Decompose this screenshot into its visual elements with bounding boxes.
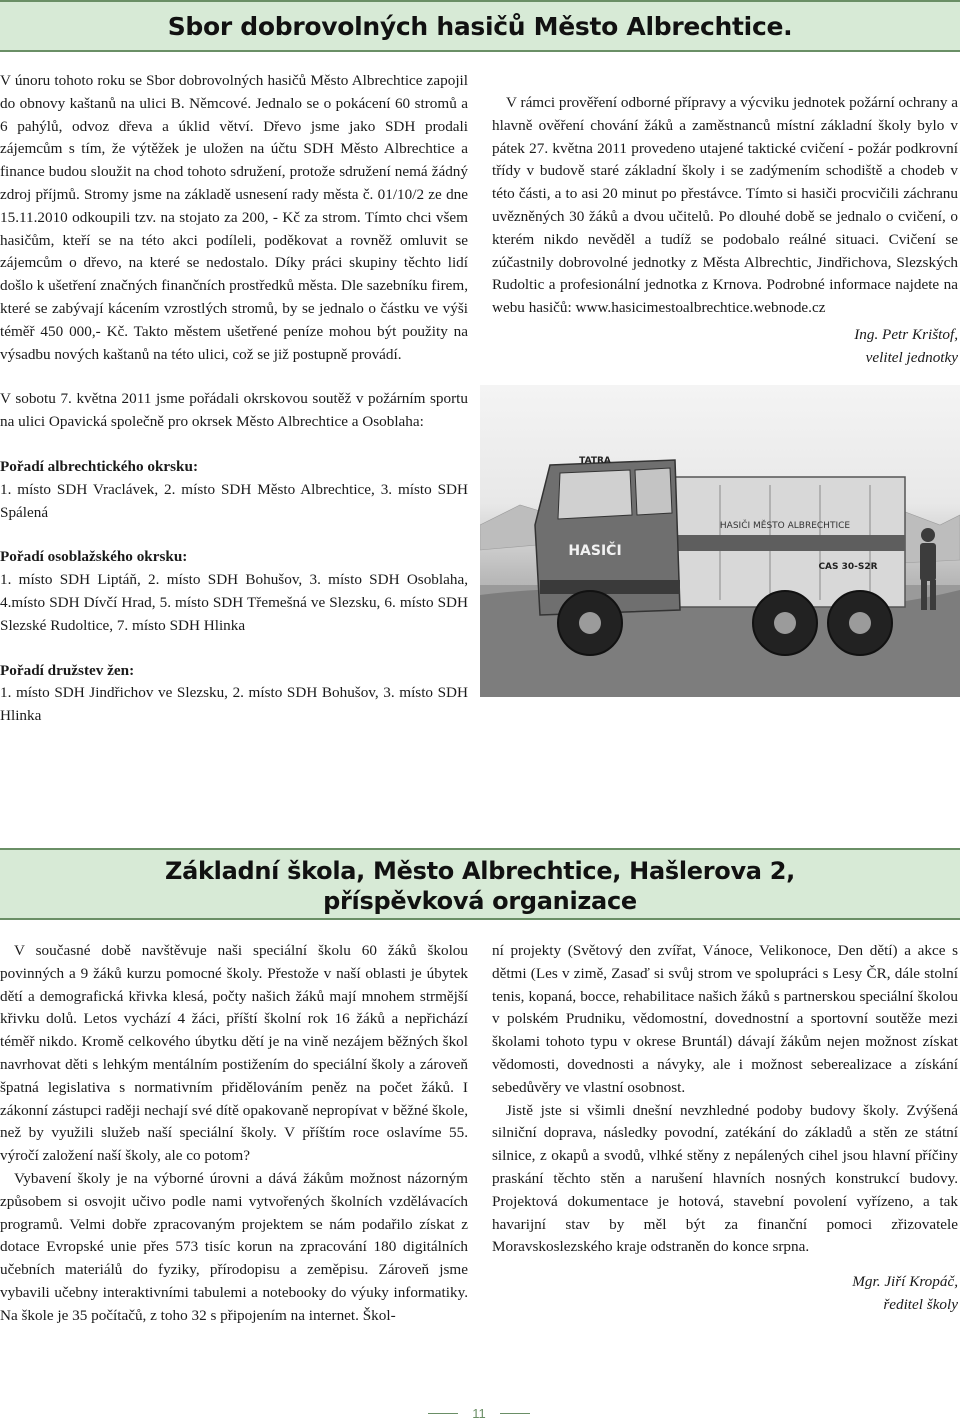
article-paragraph: V únoru tohoto roku se Sbor dobrovolných hasičů Město Albrechtice zapojil do obnovy kaštanů na ulici B. Němcové. Jednalo se o pokácení 60 stromů a 6 pahýlů, odvoz dřeva a úklid větví. Dřevo jsme jako SDH prodali zájemcům s tím, že výtěžek je uložen na účtu SDH Město Albrechtice a finance budou sloužit na chod tohoto sdružení, protože sdružení nemá žádný zdroj příjmů. Stromy jsme na základě usnesení rady města č. 01/10/2 ze dne 15.11.2010 odkoupili tzv. na stojato za 200, - Kč za strom. Tímto chci všem hasičům, kteří se na této akci podíleli, poděkovat a rovněž omluvit se zájemcům o dřevo, na které se nedostalo. Díky práci skupiny těchto lidí došlo k ušetření značných finančních prostředků města. Dle sazebníku firem, které se zabývají kácením vzrostlých stromů, by se jednalo o částku ve výši téměř 450 000,- Kč. Takto městem ušetřené peníze mohou být použity na výsadbu nových kaštanů na této ulici, což se již postupně provádí. [0, 72, 468, 363]
page-number: 11 [472, 1406, 486, 1421]
signature-name: Mgr. Jiří Kropáč, [852, 1273, 958, 1291]
results-heading: Pořadí osoblažského okrsku: [0, 548, 188, 566]
signature-role: ředitel školy [883, 1295, 958, 1313]
truck-body-lettering: HASIČI MĚSTO ALBRECHTICE [719, 521, 851, 531]
truck-cab-lettering: HASIČI [568, 543, 622, 559]
page-footer [0, 1404, 960, 1423]
article-paragraph: Vybavení školy je na výborné úrovni a dává žákům možnost názorným způsobem si osvojit učivo podle nami vytvořených školních vzdělávacích programů. Velmi dobře zpracovaným projektem se nám podařilo získat z dotace Evropské unie přes 573 tisíc korun na zpracování 180 digitálních učebních materiálů do fyziky, přírodopisu a zeměpisu. Zároveň jsme vybavili učebny interaktivními tabulemi a notebooky do výuky informatiky. Na škole je 35 počítačů, z toho 32 s připojením na internet. Škol- [0, 1169, 468, 1324]
results-heading: Pořadí družstev žen: [0, 661, 135, 679]
signature-role: velitel jednotky [865, 348, 958, 366]
firefighters-column-left [0, 70, 468, 728]
results-list: 1. místo SDH Liptáň, 2. místo SDH Bohušov, 3. místo SDH Osoblaha, 4.místo SDH Dívčí Hrad, 5. místo SDH Třemešná ve Slezsku, 6. místo SDH Slezské Rudoltice, 7. místo SDH Hlinka [0, 571, 468, 634]
firefighters-column-right [492, 92, 958, 370]
signature-name: Ing. Petr Krištof, [854, 325, 958, 343]
school-column-right [492, 940, 958, 1317]
footer-rule-right [500, 1413, 530, 1414]
truck-plate-lettering: CAS 30-S2R [818, 562, 878, 572]
footer-rule-left [428, 1413, 458, 1414]
results-list: 1. místo SDH Jindřichov ve Slezsku, 2. místo SDH Bohušov, 3. místo SDH Hlinka [0, 684, 468, 725]
section-banner-school [0, 848, 960, 920]
truck-brand-lettering: TATRA [579, 456, 611, 466]
article-paragraph: V sobotu 7. května 2011 jsme pořádali okrskovou soutěž v požárním sportu na ulici Opavická společně pro okrsek Město Albrechtice a Osoblaha: [0, 390, 468, 431]
section-banner-firefighters [0, 0, 960, 52]
results-heading: Pořadí albrechtického okrsku: [0, 457, 199, 475]
article-paragraph: V rámci prověření odborné přípravy a výcviku jednotek požární ochrany a hlavně ověření chování žáků a zaměstnanců místní základní školy bylo v pátek 27. května 2011 provedeno utajené taktické cvičení - požár podkrovní třídy v budově staré základní školy i se zadýmením schodiště a chodeb v této části, a to asi 20 minut po přestávce. Tímto si hasiči procvičili záchranu uvězněných 30 žáků a dvou učitelů. Po dlouhé době se jednalo o cvičení, o kterém nikdo nevěděl a tudíž se podobalo reálné situaci. Cvičení se zúčastnily dobrovolné jednotky z Města Albrechtic, Jindřichova, Slezských Rudoltic a profesionální jednotka z Krnova. Podrobné informace najdete na webu hasičů: www.hasicimestoalbrechtice.webnode.cz [492, 94, 958, 317]
results-list: 1. místo SDH Vraclávek, 2. místo SDH Město Albrechtice, 3. místo SDH Spálená [0, 480, 468, 521]
school-column-left [0, 940, 468, 1328]
article-paragraph: Jistě jste si všimli dnešní nevzhledné podoby budovy školy. Zvýšená silniční doprava, následky povodní, zatékání do základů a stěn ze státní silnice, z okapů a svodů, vlhké stěny z nepálených cihel jsou hlavní příčiny praskání těchto stěn a narušení hlavních nosných konstrukcí budovy. Projektová dokumentace je hotová, stavební povolení vyřízeno, a tak havarijní stav by měl být za finanční pomoci zřizovatele Moravskoslezského kraje odstraněn do konce srpna. [492, 1101, 958, 1256]
section-title-school-line2: příspěvková organizace [323, 887, 637, 915]
section-title-school-line1: Základní škola, Město Albrechtice, Hašlerova 2, [165, 857, 795, 885]
section-title-school [0, 850, 960, 916]
fire-truck-photo [480, 385, 960, 697]
article-paragraph: ní projekty (Světový den zvířat, Vánoce, Velikonoce, Den dětí) a akce s dětmi (Les v zimě, Zasaď si svůj strom ve spolupráci s Lesy ČR, dále stolní tenis, kopaná, bocce, rehabilitace našich žáků s partnerskou speciální školou v polském Prudniku, vědomostní, dovednostní a sportovní soutěže mezi školami tohoto typu v okrese Bruntál) dávají žákům nejen možnost získat vědomosti, dovednosti a návyky, ale i možnost seberealizace a získání sebedůvěry ve vlastní osobnost. [492, 942, 958, 1096]
section-title-firefighters: Sbor dobrovolných hasičů Město Albrechtice. [167, 12, 793, 41]
article-paragraph: V současné době navštěvuje naši speciální školu 60 žáků školou povinných a 9 žáků kurzu pomocné školy. Přestože v naší oblasti je úbytek dětí a demografická křivka klesá, počty našich žáků mají mnohem strmější křivku dolů. Letos vychází 4 žáci, příští školní rok 16 žáků a nepřichází téměř nikdo. Kromě celkového úbytku dětí je na vině nezájem běžných škol navrhovat děti s lehkým mentálním postižením do speciální školy a zároveň špatná legislativa s normativním přidělováním peněz na počet žáků. I zákonní zástupci raději nechají své dítě opakovaně nepropívat v běžné škole, než by využili služeb naší speciální školy. V příštím roce oslavíme 55. výročí založení naší školy, ale co potom? [0, 942, 468, 1165]
